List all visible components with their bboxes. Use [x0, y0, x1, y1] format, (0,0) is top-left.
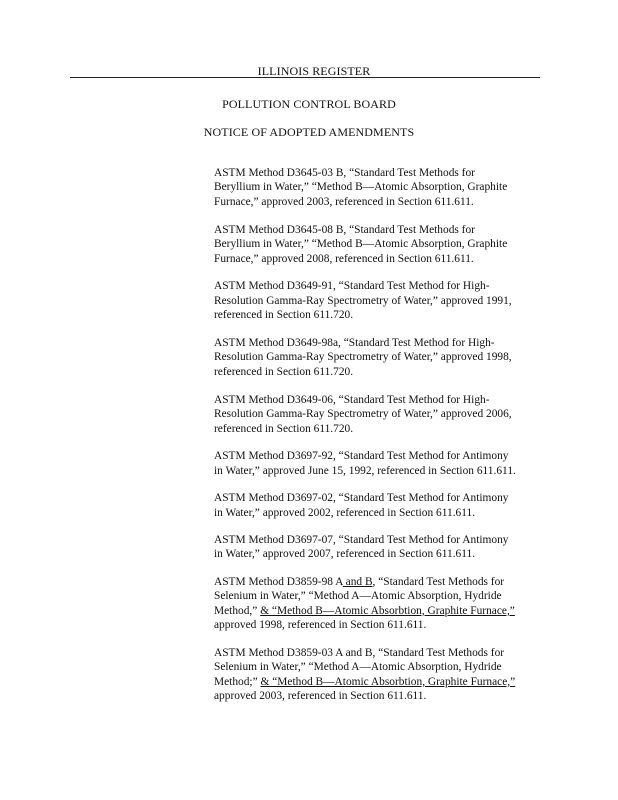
entry-line: Beryllium in Water,” “Method B—Atomic Absorption, Graphite	[214, 238, 508, 251]
entry-line: in Water,” approved 2002, referenced in Section 611.611.	[214, 506, 476, 519]
entry-line: Furnace,” approved 2008, referenced in Section 611.611.	[214, 252, 474, 265]
entry-line	[214, 575, 544, 589]
list-item	[214, 393, 544, 436]
register-title: ILLINOIS REGISTER	[257, 64, 371, 78]
list-item	[214, 646, 544, 704]
entry-line: in Water,” approved June 15, 1992, referenced in Section 611.611.	[214, 464, 516, 477]
entry-line: referenced in Section 611.720.	[214, 365, 354, 378]
entry-line: in Water,” approved 2007, referenced in Section 611.611.	[214, 548, 476, 561]
entry-line: Resolution Gamma-Ray Spectrometry of Water,” approved 1991,	[214, 294, 512, 307]
entry-line	[214, 604, 544, 618]
entry-line: referenced in Section 611.720.	[214, 422, 354, 435]
entry-text: Method,”	[214, 604, 261, 617]
entry-line: Selenium in Water,” “Method A—Atomic Absorption, Hydride	[214, 590, 502, 603]
entry-line: Resolution Gamma-Ray Spectrometry of Water,” approved 1998,	[214, 351, 512, 364]
entry-line: ASTM Method D3649-06, “Standard Test Method for High-	[214, 393, 490, 406]
list-item	[214, 491, 544, 520]
entry-line: ASTM Method D3859-03 A and B, “Standard Test Methods for	[214, 646, 505, 659]
method-list	[214, 166, 544, 704]
inserted-text: and B	[342, 575, 373, 588]
list-item	[214, 533, 544, 562]
entry-text: ASTM Method D3859-98 A	[214, 575, 343, 588]
entry-line: ASTM Method D3645-08 B, “Standard Test Methods for	[214, 223, 475, 236]
list-item	[214, 449, 544, 478]
inserted-text: & “Method B—Atomic Absorbtion, Graphite Furnace,”	[260, 675, 516, 688]
entry-line	[214, 675, 544, 689]
entry-line: ASTM Method D3645-03 B, “Standard Test Methods for	[214, 167, 475, 179]
entry-line: referenced in Section 611.720.	[214, 309, 354, 322]
inserted-text: & “Method B—Atomic Absorbtion, Graphite Furnace,”	[260, 604, 515, 617]
entry-line: Selenium in Water,” “Method A—Atomic Absorption, Hydride	[214, 661, 502, 674]
entry-line: ASTM Method D3697-07, “Standard Test Method for Antimony	[214, 534, 509, 547]
entry-line: Resolution Gamma-Ray Spectrometry of Water,” approved 2006,	[214, 408, 512, 421]
list-item	[214, 336, 544, 379]
entry-line: Furnace,” approved 2003, referenced in Section 611.611.	[214, 195, 474, 208]
board-title: POLLUTION CONTROL BOARD	[222, 97, 396, 111]
list-item	[214, 223, 544, 266]
entry-line: ASTM Method D3649-98a, “Standard Test Method for High-	[214, 337, 495, 350]
entry-line: ASTM Method D3697-02, “Standard Test Method for Antimony	[214, 492, 509, 505]
entry-line: ASTM Method D3649-91, “Standard Test Method for High-	[214, 280, 490, 293]
notice-title: NOTICE OF ADOPTED AMENDMENTS	[203, 125, 415, 139]
list-item	[214, 279, 544, 322]
list-item	[214, 166, 544, 209]
entry-line: approved 1998, referenced in Section 611.611.	[214, 619, 427, 632]
entry-text: Method;”	[214, 675, 261, 688]
list-item	[214, 575, 544, 633]
entry-text: , “Standard Test Methods for	[372, 575, 505, 588]
header-rule	[70, 77, 540, 78]
entry-line: ASTM Method D3697-92, “Standard Test Method for Antimony	[214, 450, 509, 463]
entry-line: approved 2003, referenced in Section 611.611.	[214, 690, 427, 703]
entry-line: Beryllium in Water,” “Method B—Atomic Absorption, Graphite	[214, 181, 508, 194]
